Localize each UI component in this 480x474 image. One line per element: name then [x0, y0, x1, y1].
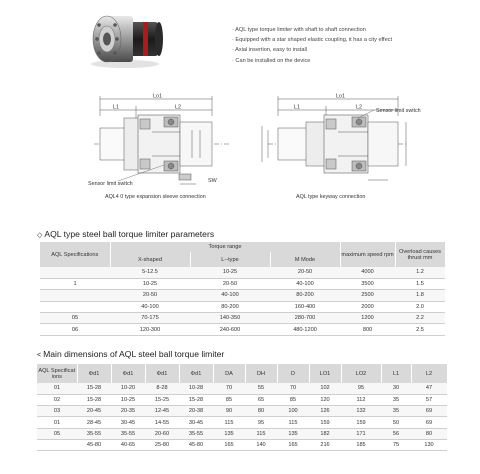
feature-item: · AQL type torque limiter with shaft to shaft connection: [232, 25, 472, 35]
table-row: 01 15-28 10-20 8-28 10-28 70 55 70 102 95 30 47: [37, 383, 447, 394]
table-row: 03 20-45 20-35 12-45 20-38 90 80 100 126 132 35 69: [37, 406, 447, 417]
col-header-m-mode: M Mode: [270, 252, 340, 267]
col-header-d1: Φd1: [179, 364, 213, 383]
table-row: 1 10-25 20-50 40-100 3500 1.5: [40, 278, 445, 289]
col-header-spec: AQL Specificat ions: [37, 364, 77, 383]
sw-label: SW: [208, 178, 217, 184]
feature-item: · Equipped with a star shaped elastic coupling, it has a city effect: [232, 35, 472, 45]
table-row: 5-12.5 10-25 20-50 4000 1.2: [40, 267, 445, 278]
diamond-icon: ◇: [37, 232, 43, 239]
product-photo: [85, 8, 165, 70]
col-header-torque-range: Torque range: [110, 242, 340, 252]
table-row: 20-50 40-100 80-200 2500 1.8: [40, 290, 445, 301]
dim-lo1-label: Lo1: [153, 93, 162, 100]
col-header-dh: DH: [245, 364, 277, 383]
col-header-d1: Φd1: [145, 364, 179, 383]
table-row: 45-80 40-65 25-80 45-80 165 140 165 216 185 75 130: [37, 439, 447, 450]
dim-l1-label: L1: [113, 104, 119, 111]
col-header-l2: L2: [411, 364, 447, 383]
table-row: 01 28-45 30-45 14-55 30-45 115 95 115 159 159 50 69: [37, 417, 447, 428]
sensor-limit-switch-label: Sensor limit switch: [88, 181, 133, 187]
sensor-limit-switch-label: Sensor limit switch: [376, 108, 421, 114]
feature-list: [232, 25, 472, 66]
table-row: 05 35-55 35-55 20-60 35-55 135 115 135 182 171 56 80: [37, 428, 447, 439]
col-header-spec: AQL Specifications: [40, 242, 110, 267]
dimensions-table: [37, 364, 448, 451]
dim-l2-label: L2: [356, 104, 362, 111]
feature-item: · Can be installed on the device: [232, 56, 472, 66]
col-header-lo1: LO1: [309, 364, 341, 383]
dim-lo1-label: Lo1: [336, 93, 345, 100]
angle-bracket-icon: <: [37, 352, 42, 359]
col-header-d1: Φd1: [111, 364, 145, 383]
col-header-x-shaped: X-shaped: [110, 252, 190, 267]
dim-l2-label: L2: [175, 104, 181, 111]
drawing-expansion-sleeve: [80, 92, 255, 214]
table-row: 40-100 80-200 160-400 2000 2.0: [40, 301, 445, 312]
col-header-speed: maximum speed rpm: [340, 242, 395, 267]
parameters-table: [40, 242, 446, 336]
col-header-l1: L1: [381, 364, 411, 383]
col-header-l-type: L--type: [190, 252, 270, 267]
drawing-caption-expansion: AQL4 0 type expansion sleeve connection: [105, 194, 206, 200]
section-title-dimensions: < Main dimensions of AQL steel ball torque limiter: [37, 349, 225, 359]
col-header-da: DA: [213, 364, 245, 383]
drawing-keyway: [248, 92, 423, 214]
drawing-caption-keyway: AQL type keyway connection: [296, 194, 366, 200]
table-row: 06 120-300 240-600 480-1200 800 2.5: [40, 324, 445, 335]
feature-item: · Axial insertion, easy to install: [232, 45, 472, 55]
table-row: 05 70-175 140-350 280-700 1200 2.2: [40, 313, 445, 324]
col-header-thrust: Overload causes thrust mm: [395, 242, 445, 267]
col-header-d1: Φd1: [77, 364, 111, 383]
col-header-d: D: [277, 364, 309, 383]
section-title-parameters: ◇ AQL type steel ball torque limiter parameters: [37, 229, 215, 239]
table-row: 02 15-28 10-25 15-25 15-28 85 65 85 120 112 35 57: [37, 394, 447, 405]
col-header-lo2: LO2: [341, 364, 381, 383]
dim-l1-label: L1: [294, 104, 300, 111]
